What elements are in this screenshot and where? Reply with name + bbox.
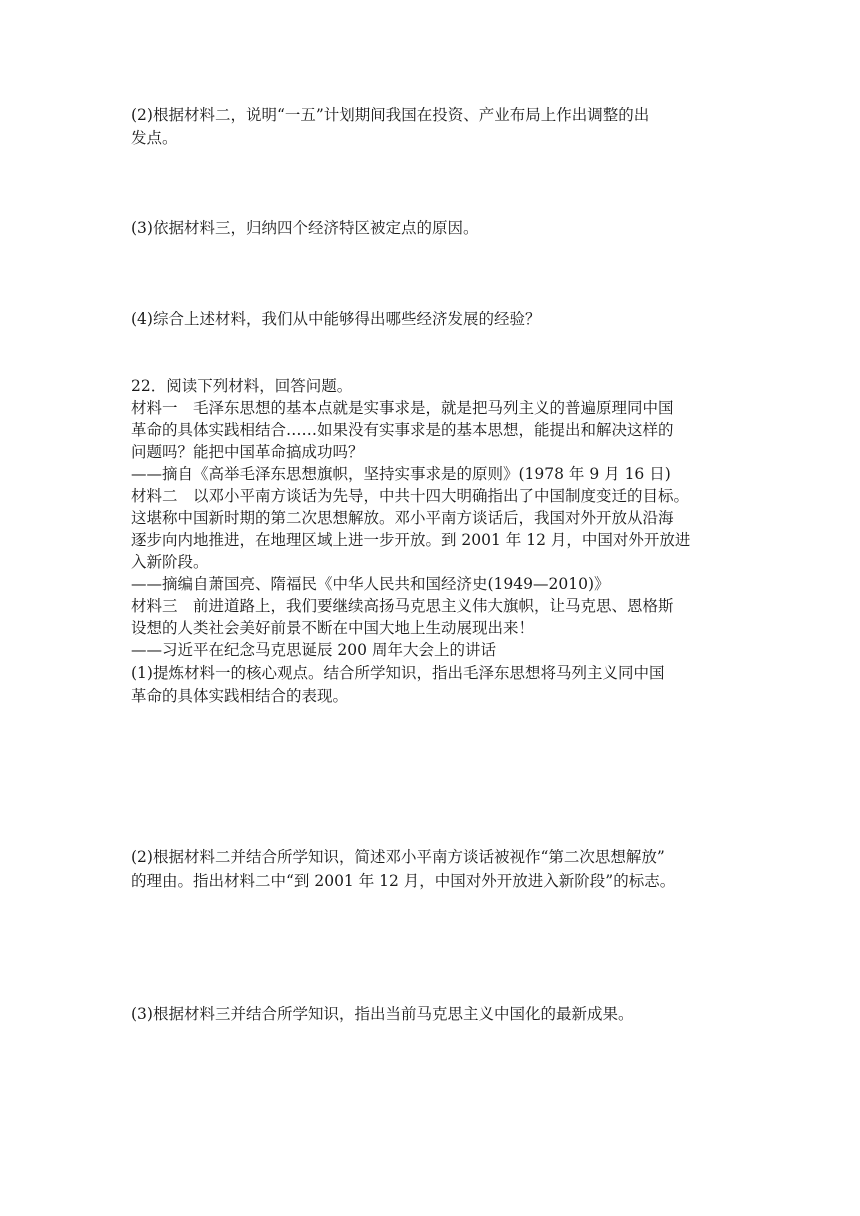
q22-material2-line1: 材料二 以邓小平南方谈话为先导，中共十四大明确指出了中国制度变迁的目标。 [131, 487, 690, 505]
q22-material2-line2: 这堪称中国新时期的第二次思想解放。邓小平南方谈话后，我国对外开放从沿海 [131, 509, 674, 527]
q21-part2-line1: (2)根据材料二，说明“一五”计划期间我国在投资、产业布局上作出调整的出 [131, 106, 650, 124]
q22-part2-line1: (2)根据材料二并结合所学知识，简述邓小平南方谈话被视作“第二次思想解放” [131, 848, 665, 866]
q22-material1-line2: 革命的具体实践相结合……如果没有实事求是的基本思想，能提出和解决这样的 [131, 421, 674, 439]
q21-part4: (4)综合上述材料，我们从中能够得出哪些经济发展的经验？ [131, 310, 541, 328]
q22-material2-line4: 入新阶段。 [131, 553, 209, 571]
q22-source3: ——习近平在纪念马克思诞辰 200 周年大会上的讲话 [131, 641, 496, 659]
q22-material3-line1: 材料三 前进道路上，我们要继续高扬马克思主义伟大旗帜，让马克思、恩格斯 [131, 597, 674, 615]
q22-source1: ——摘自《高举毛泽东思想旗帜，坚持实事求是的原则》(1978 年 9 月 16 日) [131, 465, 671, 483]
q22-part3: (3)根据材料三并结合所学知识，指出当前马克思主义中国化的最新成果。 [131, 1005, 634, 1023]
q21-part3: (3)依据材料三，归纳四个经济特区被定点的原因。 [131, 219, 479, 237]
q22-stem: 22．阅读下列材料，回答问题。 [131, 377, 353, 395]
q22-part1-line2: 革命的具体实践相结合的表现。 [131, 687, 349, 705]
q22-part2-line2: 的理由。指出材料二中“到 2001 年 12 月，中国对外开放进入新阶段”的标志。 [131, 872, 676, 890]
q21-part2-line2: 发点。 [131, 129, 178, 147]
q22-material2-line3: 逐步向内地推进，在地理区域上进一步开放。到 2001 年 12 月，中国对外开放进 [131, 531, 691, 549]
q22-material3-line2: 设想的人类社会美好前景不断在中国大地上生动展现出来！ [131, 619, 535, 637]
q22-part1-line1: (1)提炼材料一的核心观点。结合所学知识，指出毛泽东思想将马列主义同中国 [131, 664, 665, 682]
q22-material1-line3: 问题吗？能把中国革命搞成功吗？ [131, 443, 364, 461]
q22-material1-line1: 材料一 毛泽东思想的基本点就是实事求是，就是把马列主义的普遍原理同中国 [131, 399, 674, 417]
q22-source2: ——摘编自萧国亮、隋福民《中华人民共和国经济史(1949—2010)》 [131, 575, 610, 593]
